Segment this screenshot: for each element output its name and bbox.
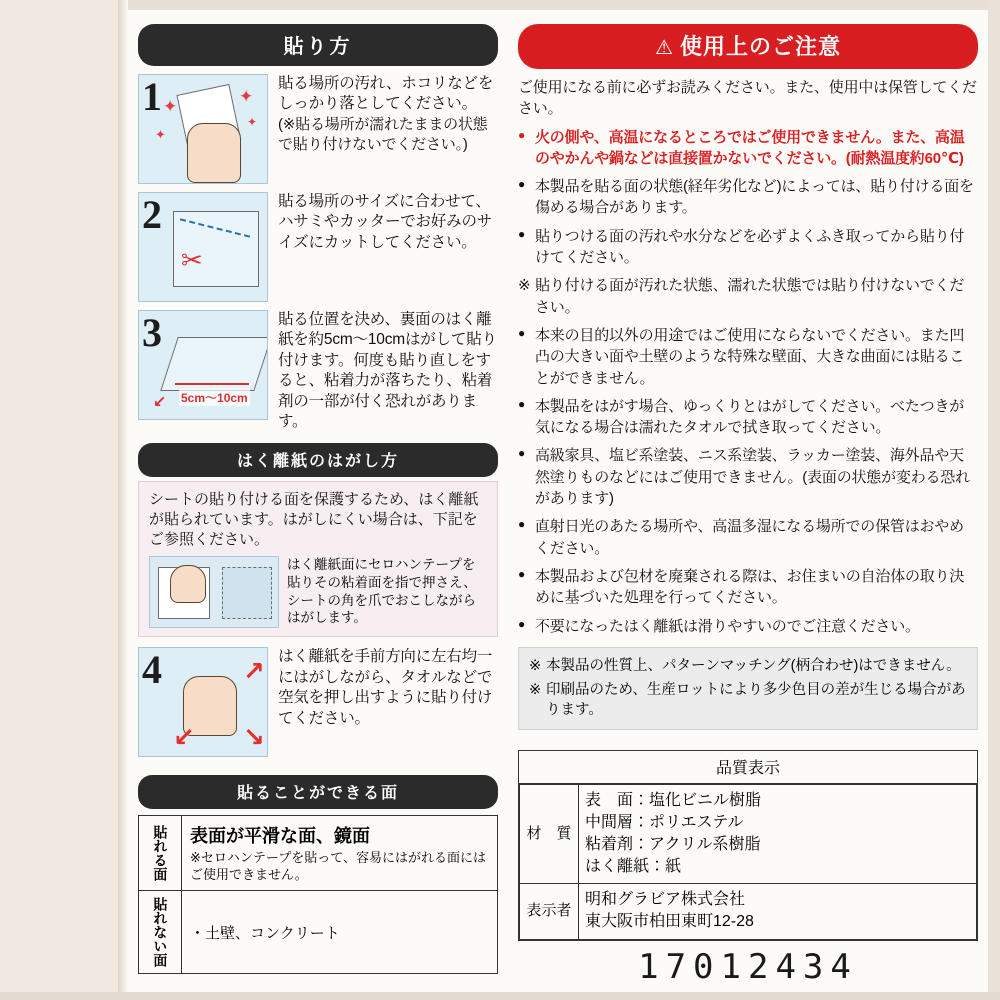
table-row (520, 784, 977, 883)
step-3-illustration: 3 5cm～10cm ↙ (138, 310, 268, 420)
table-row (520, 884, 977, 940)
table-row (139, 816, 498, 891)
step-2-number: 2 (142, 192, 162, 237)
step-4-illustration: 4 ↗ ↘ ↙ (138, 647, 268, 757)
caution-item-2: ● 貼りつける面の汚れや水分などを必ずよくふき取ってから貼り付けてください。 (518, 226, 978, 269)
maker-line-0: 明和グラビア株式会社 (585, 891, 746, 909)
step-1-body: 貼る場所の汚れ、ホコリなどをしっかり落としてください。 (278, 75, 494, 113)
caution-item-7: ● 直射日光のあたる場所や、高温多湿になる場所での保管はおやめください。 (518, 516, 978, 559)
surface-section (138, 775, 498, 974)
peel-text: シートの貼り付ける面を保護するため、はく離紙が貼られています。はがしにくい場合は、下記をご参照ください。 (149, 490, 479, 549)
caution-item-6: ● 高級家具、塩ビ系塗装、ニス系塗装、ラッカー塗装、海外品や天然塗りものなどにはご使用できません。(表面の状態が変わる恐れがあります) (518, 445, 978, 509)
step-1-illustration: 1 ✦ ✦ ✦ ✦ (138, 74, 268, 184)
measure-line (175, 383, 249, 385)
caution-column (518, 24, 978, 987)
step-2-text: 貼る場所のサイズに合わせて、ハサミやカッターでお好みのサイズにカットしてください。 (278, 193, 493, 251)
howto-title: 貼り方 (138, 24, 498, 66)
paper-edge-bottom (0, 992, 1000, 1000)
surface-row-0-main: 表面が平滑な面、鏡面 (190, 826, 370, 847)
caution-item-1: ● 本製品を貼る面の状態(経年劣化など)によっては、貼り付ける面を傷める場合があります。 (518, 176, 978, 219)
table-row (139, 891, 498, 974)
peel-box (138, 481, 498, 638)
peel-section (138, 443, 498, 638)
note-0: ※ 本製品の性質上、パターンマッチング(柄合わせ)はできません。 (529, 656, 967, 676)
quality-table-wrap (518, 750, 978, 941)
caution-body (518, 77, 978, 637)
step-3 (138, 310, 498, 433)
paper-edge-left (0, 0, 128, 1000)
peel-detail-row (149, 556, 487, 628)
surface-row-1-label: 貼れない面 (139, 891, 182, 974)
howto-column (138, 24, 498, 974)
paper-edge-right (988, 0, 1000, 1000)
material-values (579, 784, 977, 883)
material-label: 材 質 (520, 784, 579, 883)
caution-title-bar (518, 24, 978, 69)
step-2 (138, 192, 498, 302)
warning-triangle-icon: ⚠ (655, 37, 674, 59)
step-1-text (268, 74, 498, 184)
step-1-note: (※貼る場所が濡れたままの状態で貼り付けないでください。) (278, 115, 488, 154)
surface-table (138, 815, 498, 974)
label-content (138, 12, 988, 992)
tape-shape (222, 567, 272, 619)
step-2-illustration (138, 192, 268, 302)
step-1 (138, 74, 498, 184)
quality-table (519, 784, 977, 940)
measure-label: 5cm～10cm (181, 391, 248, 405)
hand-icon (170, 565, 206, 603)
notes-box (518, 647, 978, 730)
hand-icon (187, 123, 241, 183)
maker-values (579, 884, 977, 940)
lot-number: 17012434 (638, 946, 858, 987)
step-4-text: はく離紙を手前方向に左右均一にはがしながら、タオルなどで空気を押し出すように貼り付けてください。 (278, 648, 493, 727)
scissors-icon: ✂ (181, 245, 203, 275)
step-1-number: 1 (142, 74, 162, 119)
surface-title: 貼ることができる面 (138, 775, 498, 809)
material-line-2: 粘着剤：アクリル系樹脂 (585, 835, 761, 853)
surface-row-0-label: 貼れる面 (139, 816, 182, 891)
step-4-number: 4 (142, 647, 162, 693)
material-line-3: はく離紙：紙 (585, 857, 682, 875)
peel-illustration (149, 556, 279, 628)
paper-edge-top (128, 0, 1000, 10)
peel-title: はく離紙のはがし方 (138, 443, 498, 477)
peel-detail-text: はく離紙面にセロハンテープを貼りその粘着面を指で押さえ、シートの角を爪でおこしながらはがします。 (287, 557, 477, 626)
maker-line-1: 東大阪市柏田東町12-28 (585, 913, 754, 931)
quality-title: 品質表示 (519, 751, 977, 784)
material-line-0: 表 面：塩化ビニル樹脂 (585, 791, 762, 809)
step-3-text: 貼る位置を決め、裏面のはく離紙を約5cm～10cmはがして貼り付けます。何度も貼り直しをすると、粘着力が落ちたり、粘着剤の一部が付く恐れがあります。 (278, 311, 497, 431)
caution-item-9: ● 不要になったはく離紙は滑りやすいのでご注意ください。 (518, 616, 978, 637)
surface-row-0-sub: ※セロハンテープを貼って、容易にはがれる面にはご使用できません。 (190, 850, 486, 883)
step-4 (138, 647, 498, 757)
surface-row-1-main: ・土壁、コンクリート (182, 891, 498, 974)
surface-row-0-cell (182, 816, 498, 891)
caution-item-8: ● 本製品および包材を廃棄される際は、お住まいの自治体の取り決めに基づいた処理を行ってください。 (518, 566, 978, 609)
caution-item-3: ※ 貼り付ける面が汚れた状態、濡れた状態では貼り付けないでください。 (518, 275, 978, 318)
material-line-1: 中間層：ポリエステル (585, 813, 744, 831)
note-1: ※ 印刷品のため、生産ロットにより多少色目の差が生じる場合があります。 (529, 680, 967, 721)
step-3-number: 3 (142, 310, 162, 355)
caution-item-4: ● 本来の目的以外の用途ではご使用にならないでください。また凹凸の大きい面や土壁のような特殊な壁面、大きな曲面には貼ることができません。 (518, 325, 978, 389)
maker-label: 表示者 (520, 884, 579, 940)
caution-item-0: ● 火の側や、高温になるところではご使用できません。また、高温のやかんや鍋などは直接置かないでください。(耐熱温度約60℃) (518, 127, 978, 170)
caution-item-5: ● 本製品をはがす場合、ゆっくりとはがしてください。べたつきが気になる場合は濡れたタオルで拭き取ってください。 (518, 396, 978, 439)
caution-title: 使用上のご注意 (679, 34, 841, 59)
caution-intro: ご使用になる前に必ずお読みください。また、使用中は保管してください。 (518, 79, 977, 118)
